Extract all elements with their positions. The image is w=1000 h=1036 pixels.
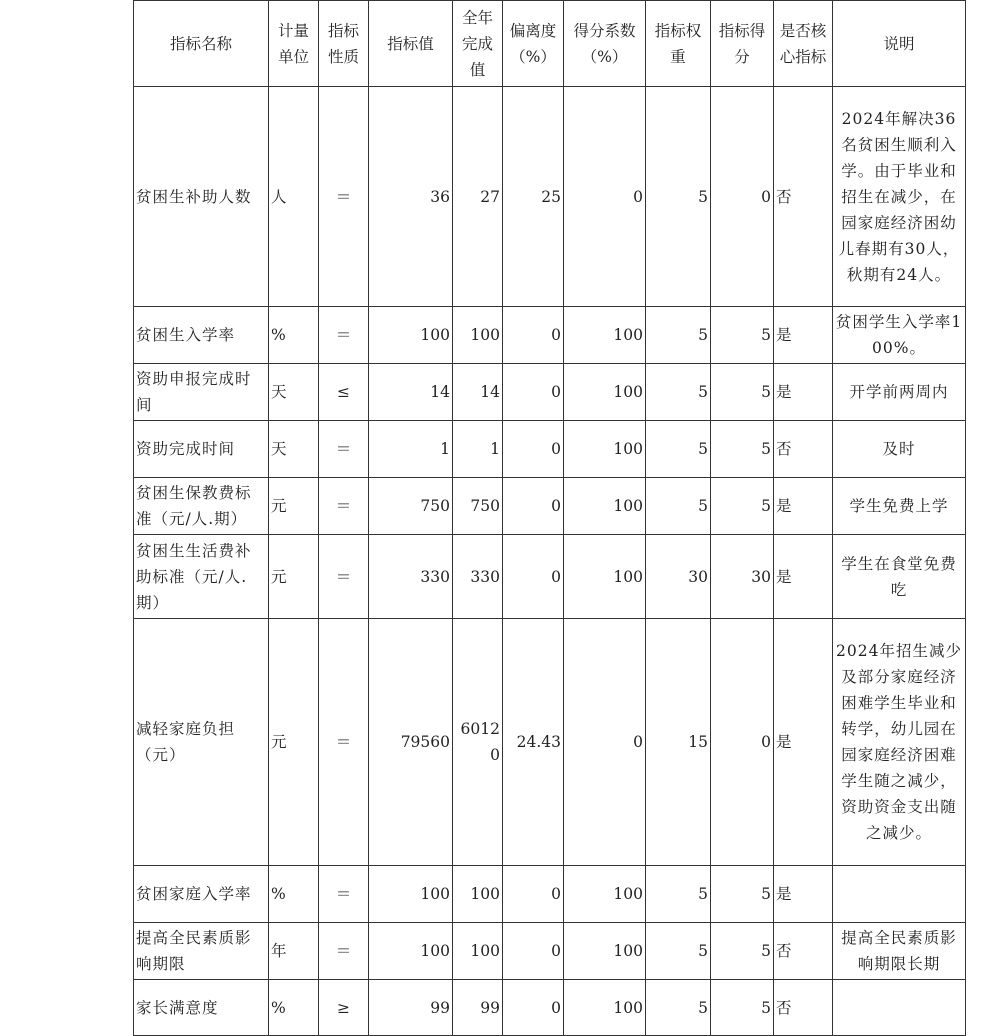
actual-value-cell: 100 [453,866,503,923]
table-row [134,535,966,619]
score-coefficient-cell: 100 [564,307,646,364]
actual-value-cell: 60120 [453,619,503,866]
indicator-name-cell: 贫困生补助人数 [134,87,269,307]
unit-cell: 元 [269,535,319,619]
indicator-name-cell: 家长满意度 [134,980,269,1036]
unit-cell: % [269,980,319,1036]
actual-value-cell: 100 [453,307,503,364]
note-cell: 2024年解决36名贫困生顺利入学。由于毕业和招生在减少，在园家庭经济困幼儿春期有30人，秋期有24人。 [833,87,966,307]
nature-cell: ≤ [319,364,369,421]
weight-cell: 5 [646,866,711,923]
score-coefficient-cell: 0 [564,619,646,866]
header-indicator-name: 指标名称 [134,1,269,87]
nature-cell: ＝ [319,421,369,478]
score-coefficient-cell: 0 [564,87,646,307]
core-indicator-cell: 否 [774,421,833,478]
weight-cell: 15 [646,619,711,866]
note-cell: 学生在食堂免费吃 [833,535,966,619]
nature-cell: ≥ [319,980,369,1036]
core-indicator-cell: 否 [774,87,833,307]
unit-cell: 天 [269,421,319,478]
actual-value-cell: 27 [453,87,503,307]
actual-value-cell: 99 [453,980,503,1036]
header-row [134,1,966,87]
table-row [134,421,966,478]
indicator-name-cell: 资助完成时间 [134,421,269,478]
deviation-cell: 0 [503,866,564,923]
deviation-cell: 0 [503,421,564,478]
note-cell: 学生免费上学 [833,478,966,535]
note-cell [833,866,966,923]
actual-value-cell: 1 [453,421,503,478]
score-cell: 5 [711,421,774,478]
unit-cell: 天 [269,364,319,421]
score-coefficient-cell: 100 [564,478,646,535]
nature-cell: ＝ [319,923,369,980]
indicator-name-cell: 贫困生生活费补助标准（元/人.期） [134,535,269,619]
table-row [134,307,966,364]
score-coefficient-cell: 100 [564,923,646,980]
weight-cell: 5 [646,364,711,421]
table-row [134,923,966,980]
table-row [134,866,966,923]
score-cell: 0 [711,619,774,866]
note-cell: 贫困学生入学率100%。 [833,307,966,364]
header-score-coefficient: 得分系数（%） [564,1,646,87]
actual-value-cell: 100 [453,923,503,980]
target-value-cell: 100 [369,307,453,364]
table-row [134,478,966,535]
deviation-cell: 0 [503,535,564,619]
unit-cell: 人 [269,87,319,307]
target-value-cell: 100 [369,866,453,923]
deviation-cell: 0 [503,980,564,1036]
target-value-cell: 99 [369,980,453,1036]
score-coefficient-cell: 100 [564,364,646,421]
target-value-cell: 14 [369,364,453,421]
header-score: 指标得分 [711,1,774,87]
header-unit: 计量单位 [269,1,319,87]
unit-cell: % [269,307,319,364]
header-actual-value: 全年完成值 [453,1,503,87]
header-deviation: 偏离度（%） [503,1,564,87]
indicator-name-cell: 贫困生入学率 [134,307,269,364]
core-indicator-cell: 否 [774,980,833,1036]
weight-cell: 5 [646,307,711,364]
core-indicator-cell: 是 [774,364,833,421]
score-cell: 5 [711,980,774,1036]
actual-value-cell: 14 [453,364,503,421]
score-cell: 5 [711,364,774,421]
score-cell: 5 [711,478,774,535]
score-cell: 0 [711,87,774,307]
note-cell: 及时 [833,421,966,478]
score-coefficient-cell: 100 [564,866,646,923]
unit-cell: 元 [269,478,319,535]
target-value-cell: 330 [369,535,453,619]
deviation-cell: 0 [503,307,564,364]
score-cell: 30 [711,535,774,619]
note-cell: 2024年招生减少及部分家庭经济困难学生毕业和转学，幼儿园在园家庭经济困难学生随之减少，资助资金支出随之减少。 [833,619,966,866]
deviation-cell: 0 [503,923,564,980]
score-cell: 5 [711,923,774,980]
weight-cell: 5 [646,478,711,535]
unit-cell: 元 [269,619,319,866]
nature-cell: ＝ [319,307,369,364]
core-indicator-cell: 是 [774,866,833,923]
note-cell: 开学前两周内 [833,364,966,421]
deviation-cell: 25 [503,87,564,307]
performance-indicator-table [133,0,966,1036]
weight-cell: 30 [646,535,711,619]
target-value-cell: 79560 [369,619,453,866]
core-indicator-cell: 是 [774,478,833,535]
nature-cell: ＝ [319,87,369,307]
table-row [134,980,966,1036]
header-note: 说明 [833,1,966,87]
weight-cell: 5 [646,980,711,1036]
header-nature: 指标性质 [319,1,369,87]
core-indicator-cell: 是 [774,535,833,619]
indicator-name-cell: 贫困生保教费标准（元/人.期） [134,478,269,535]
weight-cell: 5 [646,923,711,980]
indicator-name-cell: 资助申报完成时间 [134,364,269,421]
deviation-cell: 0 [503,364,564,421]
nature-cell: ＝ [319,535,369,619]
deviation-cell: 24.43 [503,619,564,866]
note-cell: 提高全民素质影响期限长期 [833,923,966,980]
nature-cell: ＝ [319,619,369,866]
weight-cell: 5 [646,421,711,478]
weight-cell: 5 [646,87,711,307]
indicator-name-cell: 减轻家庭负担（元） [134,619,269,866]
nature-cell: ＝ [319,866,369,923]
core-indicator-cell: 是 [774,619,833,866]
deviation-cell: 0 [503,478,564,535]
score-cell: 5 [711,307,774,364]
unit-cell: % [269,866,319,923]
unit-cell: 年 [269,923,319,980]
actual-value-cell: 330 [453,535,503,619]
target-value-cell: 750 [369,478,453,535]
core-indicator-cell: 否 [774,923,833,980]
indicator-name-cell: 贫困家庭入学率 [134,866,269,923]
table-row [134,87,966,307]
score-coefficient-cell: 100 [564,980,646,1036]
note-cell [833,980,966,1036]
target-value-cell: 36 [369,87,453,307]
core-indicator-cell: 是 [774,307,833,364]
header-core-indicator: 是否核心指标 [774,1,833,87]
score-coefficient-cell: 100 [564,421,646,478]
target-value-cell: 100 [369,923,453,980]
score-cell: 5 [711,866,774,923]
table-row [134,619,966,866]
table-row [134,364,966,421]
indicator-name-cell: 提高全民素质影响期限 [134,923,269,980]
score-coefficient-cell: 100 [564,535,646,619]
actual-value-cell: 750 [453,478,503,535]
nature-cell: ＝ [319,478,369,535]
header-weight: 指标权重 [646,1,711,87]
target-value-cell: 1 [369,421,453,478]
header-target-value: 指标值 [369,1,453,87]
